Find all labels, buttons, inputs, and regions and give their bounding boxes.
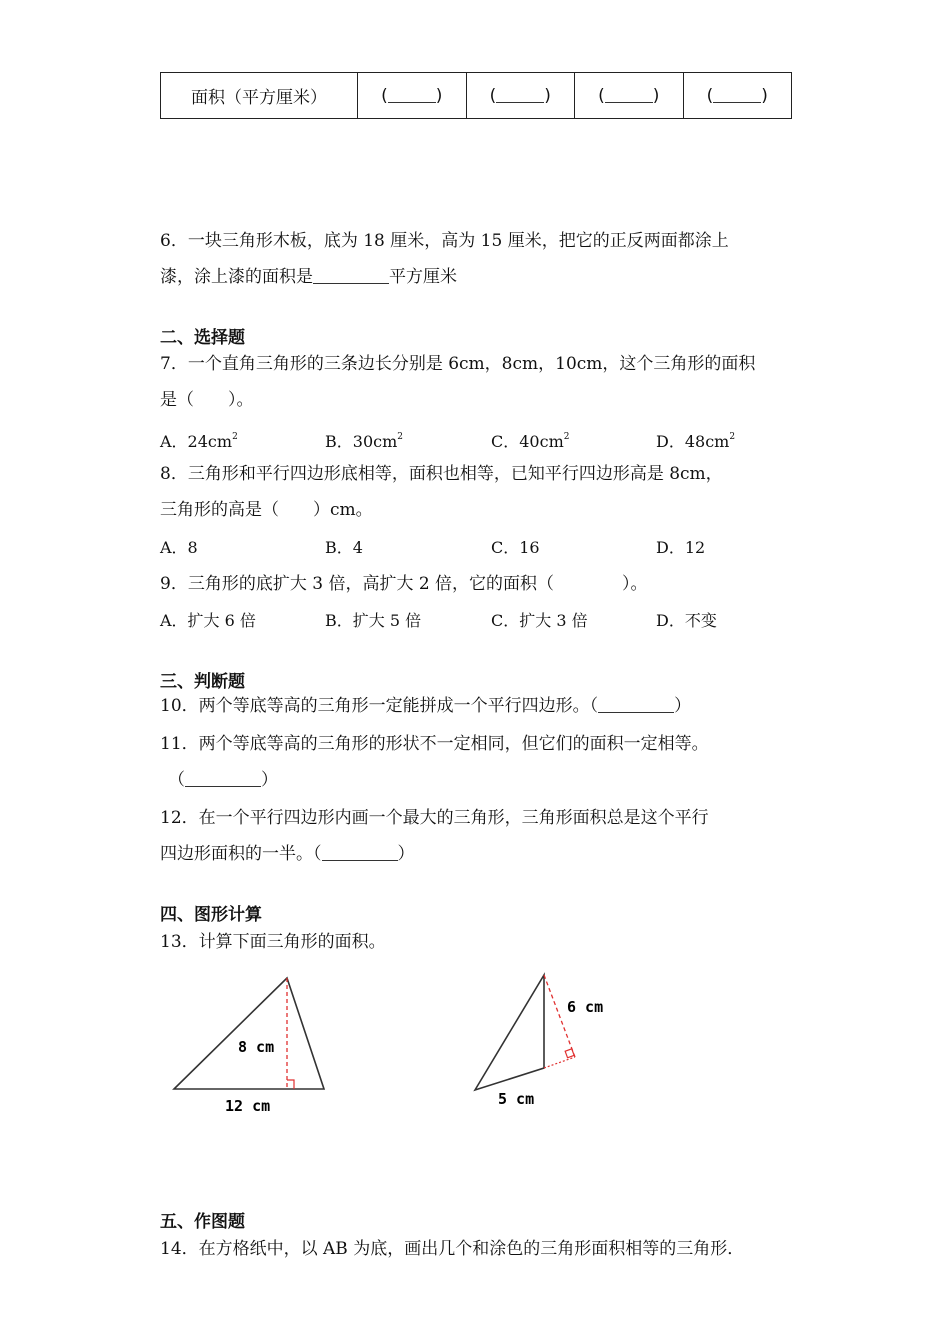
q7-line2: 是（ ）。 [160,390,254,410]
q8-option-a[interactable]: A．8 [160,538,198,557]
q6-line2: 漆，涂上漆的面积是 平方厘米 [160,267,457,287]
section-title-judge: 三、判断题 [160,672,245,692]
q10-line: 10．两个等底等高的三角形一定能拼成一个平行四边形。（ ） [160,696,692,716]
answer-cell[interactable]: ( ) [466,73,575,119]
q7-option-a[interactable]: A．$24cm^2$ [160,432,238,451]
answer-cell[interactable]: ( ) [358,73,467,119]
q9-option-b[interactable]: B．扩大 5 倍 [325,611,422,630]
q8-option-c[interactable]: C．16 [491,538,540,557]
section-title-choice: 二、选择题 [160,328,245,348]
q7-option-b[interactable]: B．$30cm^2$ [325,432,403,451]
section-title-draw: 五、作图题 [160,1212,245,1232]
q7-line1: 7．一个直角三角形的三条边长分别是 6cm，8cm，10cm，这个三角形的面积 [160,354,756,374]
q7-option-d[interactable]: D．$48cm^2$ [656,432,736,451]
triangle-1-right-angle-mark [287,1080,294,1089]
table-header-cell: 面积（平方厘米） [161,73,358,119]
q8-line2: 三角形的高是（ ）cm。 [160,500,373,520]
answer-cell[interactable]: ( ) [683,73,792,119]
q11-line2: （ ） [168,770,278,790]
triangle-1-base-label: 12 cm [225,1097,271,1115]
triangle-2-extension-line [544,1057,575,1068]
q8-option-d[interactable]: D．12 [656,538,706,557]
q14-line: 14．在方格纸中，以 AB 为底，画出几个和涂色的三角形面积相等的三角形． [160,1239,745,1259]
q12-line1: 12．在一个平行四边形内画一个最大的三角形，三角形面积总是这个平行 [160,808,709,828]
q8-line1: 8．三角形和平行四边形底相等，面积也相等，已知平行四边形高是 8cm， [160,464,723,484]
triangle-figure-1 [174,978,324,1115]
q9-option-d[interactable]: D．不变 [656,611,717,630]
q9-option-c[interactable]: C．扩大 3 倍 [491,611,588,630]
triangle-2-base-label: 5 cm [498,1090,535,1108]
triangle-1-shape [174,978,324,1089]
triangle-2-height-line [544,975,575,1057]
triangle-1-height-label: 8 cm [238,1038,275,1056]
q6-line1: 6．一块三角形木板，底为 18 厘米，高为 15 厘米，把它的正反两面都涂上 [160,231,729,251]
triangle-figure-2 [475,975,603,1108]
q9-line1: 9．三角形的底扩大 3 倍，高扩大 2 倍，它的面积（ ）。 [160,574,648,594]
section-title-calc: 四、图形计算 [160,905,262,925]
q9-option-a[interactable]: A．扩大 6 倍 [160,611,256,630]
triangle-2-shape [475,975,544,1090]
triangle-2-height-label: 6 cm [567,998,604,1016]
q12-line2: 四边形面积的一半。（ ） [160,844,415,864]
answer-cell[interactable]: ( ) [575,73,684,119]
q13-line: 13．计算下面三角形的面积。 [160,932,386,952]
q11-line1: 11．两个等底等高的三角形的形状不一定相同，但它们的面积一定相等。 [160,734,709,754]
q8-option-b[interactable]: B．4 [325,538,363,557]
q7-option-c[interactable]: C．$40cm^2$ [491,432,570,451]
triangle-2-right-angle-mark [565,1049,574,1058]
